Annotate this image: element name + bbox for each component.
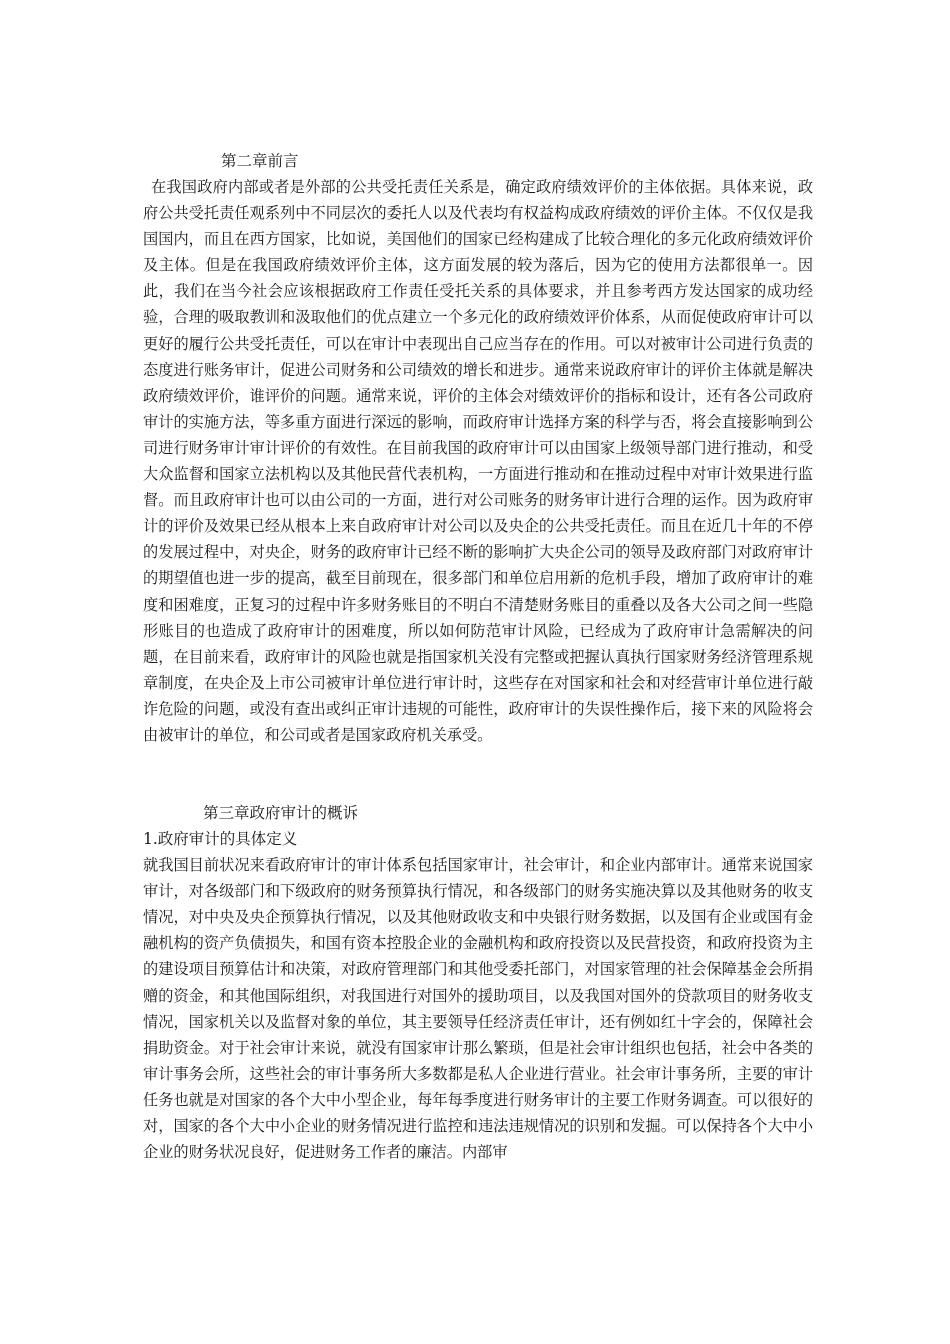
document-page xyxy=(143,148,813,1165)
section-spacer xyxy=(143,748,813,800)
chapter-2-paragraph: 在我国政府内部或者是外部的公共受托责任关系是，确定政府绩效评价的主体依据。具体来说，政府公共受托责任观系列中不同层次的委托人以及代表均有权益构成政府绩效的评价主体。不仅仅是我国国内，而且在西方国家，比如说，美国他们的国家已经构建成了比较合理化的多元化政府绩效评价及主体。但是在我国政府绩效评价主体，这方面发展的较为落后，因为它的使用方法都很单一。因此，我们在当今社会应该根据政府工作责任受托关系的具体要求，并且参考西方发达国家的成功经验，合理的吸取教训和汲取他们的优点建立一个多元化的政府绩效评价体系，从而促使政府审计可以更好的履行公共受托责任，可以在审计中表现出自己应当存在的作用。可以对被审计公司进行负责的态度进行账务审计，促进公司财务和公司绩效的增长和进步。通常来说政府审计的评价主体就是解决政府绩效评价，谁评价的问题。通常来说，评价的主体会对绩效评价的指标和设计，还有各公司政府审计的实施方法，等多重方面进行深远的影响，而政府审计选择方案的科学与否，将会直接影响到公司进行财务审计审计评价的有效性。在目前我国的政府审计可以由国家上级领导部门进行推动，和受大众监督和国家立法机构以及其他民营代表机构，一方面进行推动和在推动过程中对审计效果进行监督。而且政府审计也可以由公司的一方面，进行对公司账务的财务审计进行合理的运作。因为政府审计的评价及效果已经从根本上来自政府审计对公司以及央企的公共受托责任。而且在近几十年的不停的发展过程中，对央企，财务的政府审计已经不断的影响扩大央企公司的领导及政府部门对政府审计的期望值也进一步的提高，截至目前现在，很多部门和单位启用新的危机手段，增加了政府审计的难度和困难度，正复习的过程中许多财务账目的不明白不清楚财务账目的重叠以及各大公司之间一些隐形账目的也造成了政府审计的困难度，所以如何防范审计风险，已经成为了政府审计急需解决的问题，在目前来看，政府审计的风险也就是指国家机关没有完整或把握认真执行国家财务经济管理系规章制度，在央企及上市公司被审计单位进行审计时，这些存在对国家和社会和对经营审计单位进行敲诈危险的问题，或没有查出或纠正审计违规的可能性，政府审计的失误性操作后，接下来的风险将会由被审计的单位，和公司或者是国家政府机关承受。 xyxy=(143,178,813,744)
section-1-title: 1.政府审计的具体定义 xyxy=(143,830,298,849)
chapter-3-title: 第三章政府审计的概诉 xyxy=(203,804,359,823)
chapter-2-title: 第二章前言 xyxy=(221,152,299,170)
chapter-3-paragraph: 就我国目前状况来看政府审计的审计体系包括国家审计，社会审计，和企业内部审计。通常来说国家审计，对各级部门和下级政府的财务预算执行情况，和各级部门的财务实施决算以及其他财务的收支情况，对中央及央企预算执行情况，以及其他财政收支和中央银行财务数据，以及国有企业或国有金融机构的资产负债损失，和国有资本控股企业的金融机构和政府投资以及民营投资，和政府投资为主的建设项目预算估计和决策，对政府管理部门和其他受委托部门，对国家管理的社会保障基金会所捐赠的资金，和其他国际组织，对我国进行对国外的援助项目，以及我国对国外的贷款项目的财务收支情况，国家机关以及监督对象的单位，其主要领导任经济责任审计，还有例如红十字会的，保障社会捐助资金。对于社会审计来说，就没有国家审计那么繁琐，但是社会审计组织也包括，社会中各类的审计事务会所，这些社会的审计事务所大多数都是私人企业进行营业。社会审计事务所，主要的审计任务也就是对国家的各个大中小型企业，每年每季度进行财务审计的主要工作财务调查。可以很好的对，国家的各个大中小企业的财务情况进行监控和违法违规情况的识别和发掘。可以保持各个大中小企业的财务状况良好，促进财务工作者的廉洁。内部审 xyxy=(143,856,813,1162)
